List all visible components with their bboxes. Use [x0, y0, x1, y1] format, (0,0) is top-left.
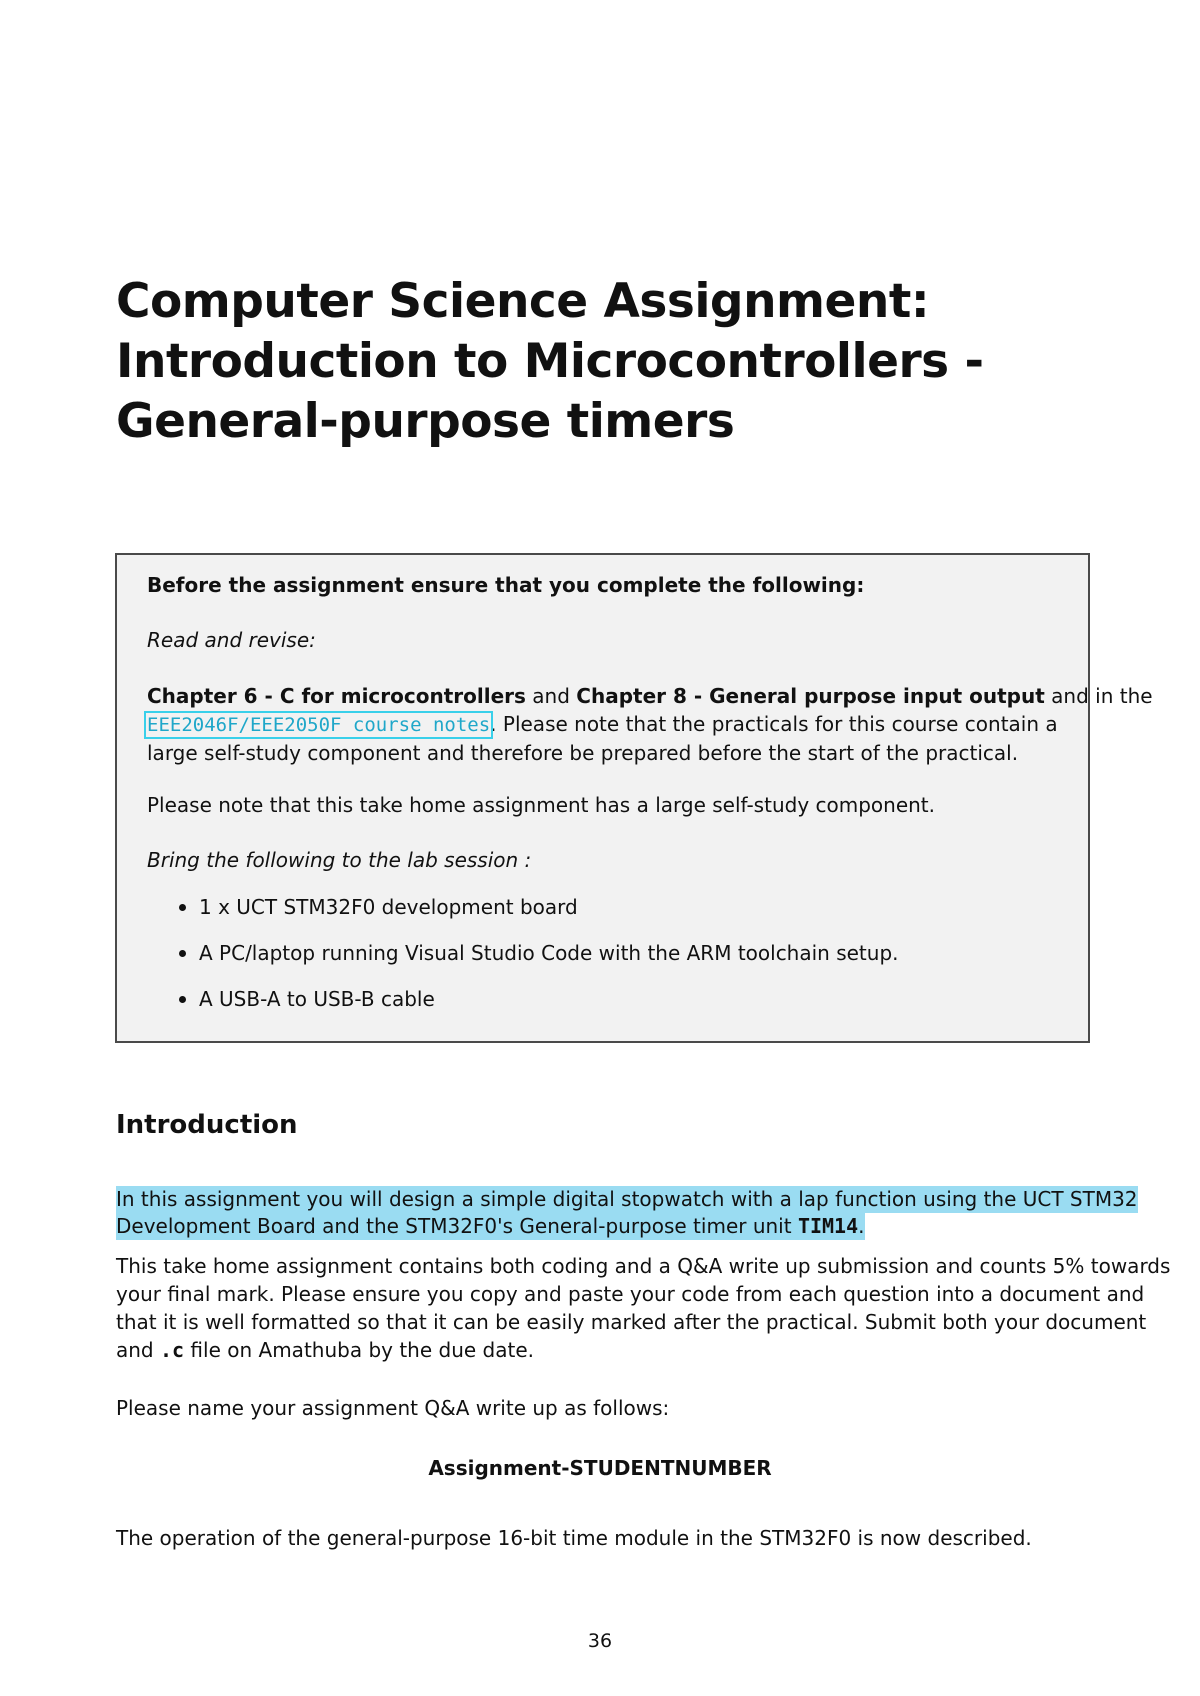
page-number: 36 [587, 1630, 613, 1652]
and-in-the-text: and in the [1044, 684, 1153, 708]
chapter6-ref: Chapter 6 - C for microcontrollers [147, 684, 526, 708]
self-study-line: large self-study component and therefore be prepared before the start of the practical. [147, 741, 1019, 765]
timer-code: TIM14 [797, 1214, 859, 1238]
closing-sentence: The operation of the general-purpose 16-bit time module in the STM32F0 is now described. [116, 1526, 1032, 1550]
submission-paragraph: This take home assignment contains both coding and a Q&A write up submission and counts 5% towards your final mark. Please ensure you copy and paste your code from each question into a document and that it is well formatted so that it can be easily marked after the practical. Submit both your document and .c file on Amathuba by the due date. [116, 1254, 1171, 1362]
list-item: 1 x UCT STM32F0 development board [147, 893, 899, 939]
bring-list [147, 893, 899, 1031]
c-extension: .c [159, 1338, 185, 1362]
and-text: and [525, 684, 577, 708]
prerequisites-box [115, 553, 1153, 1043]
highlight-line: In this assignment you will design a simple digital stopwatch with a lap function using the UCT STM32 [116, 1187, 1138, 1211]
bullet-icon [179, 996, 186, 1003]
course-notes-link[interactable]: EEE2046F/EEE2050F course notes [147, 714, 491, 736]
document-title [116, 272, 1116, 452]
highlight-line: Development Board and the STM32F0's General-purpose timer unit TIM14. [116, 1214, 865, 1238]
introduction-heading: Introduction [116, 1110, 298, 1140]
read-revise-label: Read and revise: [147, 628, 316, 652]
title-line: Computer Science Assignment: [116, 274, 930, 329]
list-item: A USB-A to USB-B cable [147, 985, 899, 1031]
bullet-icon [179, 950, 186, 957]
chapter-paragraph [147, 682, 1153, 767]
bullet-icon [179, 904, 186, 911]
title-line: Introduction to Microcontrollers - [116, 334, 984, 389]
bring-heading: Bring the following to the lab session : [147, 848, 532, 872]
chapter8-ref: Chapter 8 - General purpose input output [576, 684, 1045, 708]
prereq-heading: Before the assignment ensure that you complete the following: [147, 573, 865, 597]
practicals-note: . Please note that the practicals for this course contain a [490, 712, 1058, 736]
file-name-format: Assignment-STUDENTNUMBER [428, 1456, 772, 1480]
highlighted-intro [116, 1186, 1138, 1240]
self-study-note: Please note that this take home assignment has a large self-study component. [147, 793, 936, 817]
list-item: A PC/laptop running Visual Studio Code with the ARM toolchain setup. [147, 939, 899, 985]
naming-instruction: Please name your assignment Q&A write up as follows: [116, 1396, 670, 1420]
title-line: General-purpose timers [116, 394, 735, 449]
